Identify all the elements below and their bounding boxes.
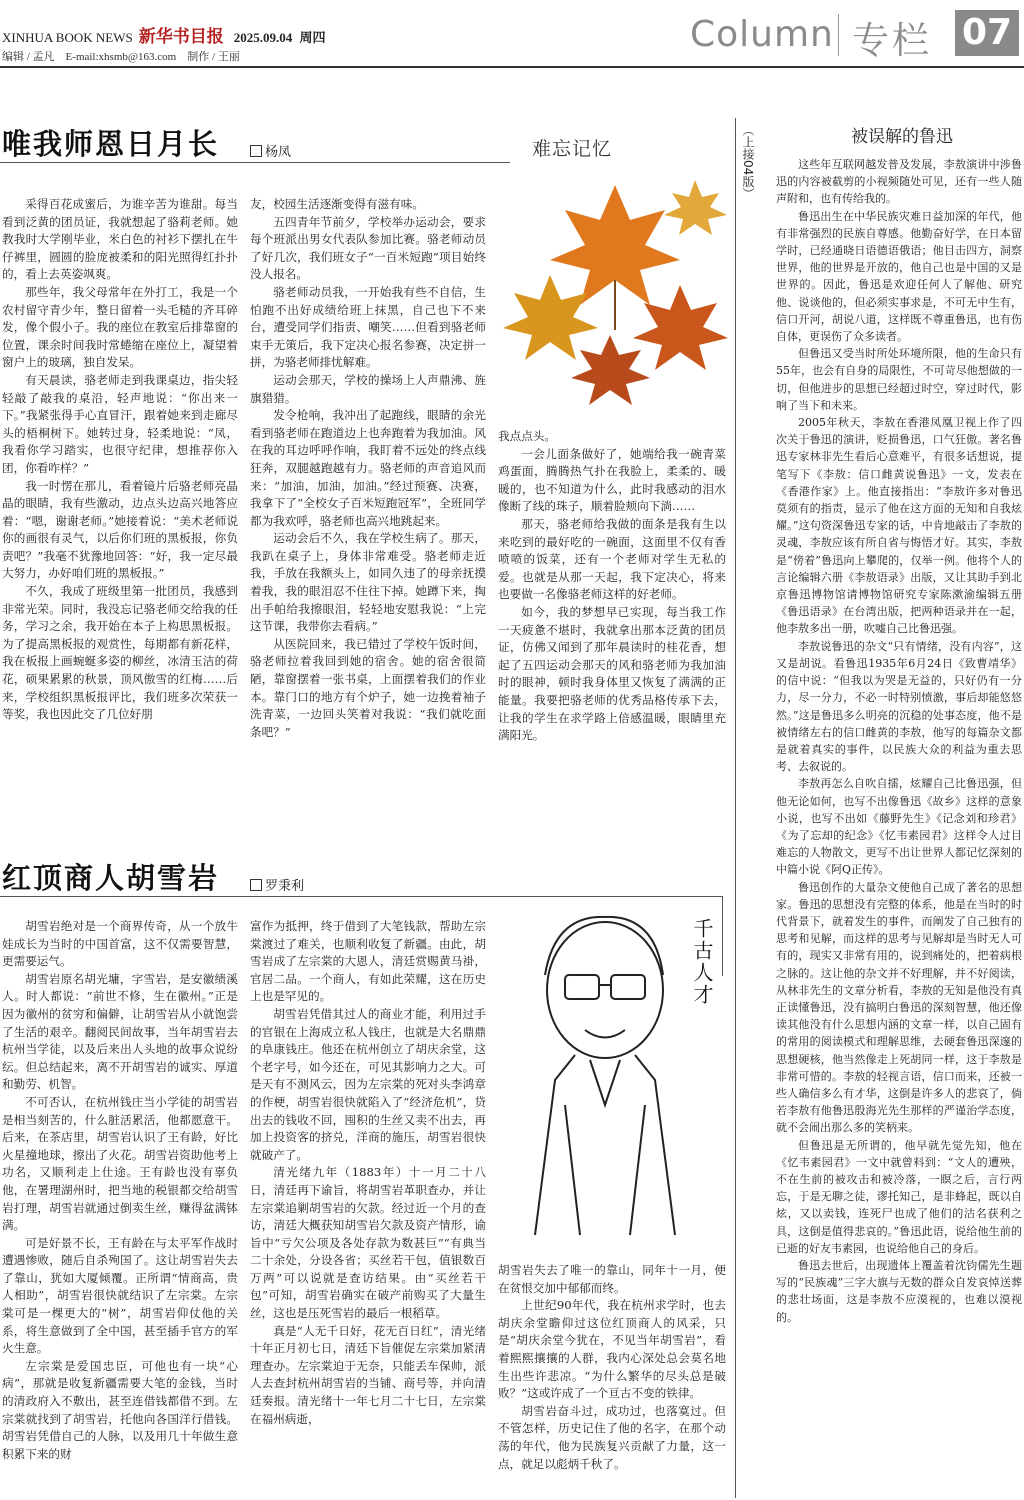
glasses-right bbox=[611, 975, 645, 999]
paragraph: 那天，骆老师给我做的面条是我有生以来吃到的最好吃的一碗面，这面里不仅有香喷喷的饭菜，还有一个老师对学生无私的爱。也就是从那一天起，我下定决心，将来也要做一名像骆老师这样的好老师。 bbox=[498, 516, 726, 602]
paragraph: 胡雪岩原名胡光墉，字雪岩，是安徽绩溪人。时人都说：“前世不修，生在徽州。”正是因为徽州的贫穷和偏僻，让胡雪岩从小就饱尝了生活的艰辛。翻阅民间故事，当年胡雪岩去杭州当学徒，以及后来出人头地的故事众说纷纭。但总结起来，离不开胡雪岩的诚实、厚道和勤劳、机智。 bbox=[2, 971, 238, 1092]
maple-leaf bbox=[503, 275, 598, 360]
maple-leaves-illustration bbox=[495, 165, 740, 420]
continued-note: （上接04版） bbox=[741, 124, 755, 200]
article2-author: 罗秉利 bbox=[250, 875, 304, 894]
paragraph: 从医院回来，我已错过了学校午饭时间，骆老师拉着我回到她的宿舍。她的宿舍很简陋，靠窗摆着一张书桌，上面摆着我们的作业本。靠门口的地方有个炉子，她一边挽着袖子洗青菜，一边回头笑着对我说：“我们就吃面条吧？” bbox=[250, 636, 486, 739]
paragraph: 胡雪岩奋斗过，成功过，也落寞过。但不管怎样，历史记住了他的名字，在那个动荡的年代，他为民族复兴贡献了力量，这一点，就足以彪炳千秋了。 bbox=[498, 1403, 726, 1471]
paragraph: 李敖再怎么自吹自擂，炫耀自己比鲁迅强，但他无论如何，也写不出像鲁迅《故乡》这样的意象小说，也写不出如《藤野先生》《记念刘和珍君》《为了忘却的纪念》《忆韦素园君》这样令人过目难忘的人物散文，更写不出让世界人都记忆深刻的中篇小说《阿Q正传》。 bbox=[776, 777, 1022, 877]
side-article-title: 被误解的鲁迅 bbox=[851, 127, 953, 147]
glasses-left bbox=[565, 975, 599, 999]
header-rule bbox=[0, 66, 1024, 68]
article1-author: 杨凤 bbox=[250, 141, 291, 160]
paragraph: 那些年，我父母常年在外打工，我是一个农村留守青少年，整日留着一头毛糙的齐耳碎发，像个假小子。我的座位在教室后排靠窗的位置，课余时间我时常蜷缩在座位上，凝望着窗户上的玻璃，独自发呆。 bbox=[2, 284, 238, 370]
side-column-rule bbox=[735, 118, 736, 1498]
article2-title-rule bbox=[0, 896, 722, 897]
article2-column-2 bbox=[250, 918, 486, 1490]
article1-column-3 bbox=[498, 428, 726, 836]
paragraph: 2005年秋天，李敖在香港凤凰卫视上作了四次关于鲁迅的演讲，贬损鲁迅，口气狂傲。著名鲁迅专家林非先生看后心意难平，有很多话想说，提笔写下《李敖：信口雌黄说鲁迅》一文，发表在《香港作家》上。他直接指出：“李敖许多对鲁迅莫须有的指责，显示了他在这方面的无知和自我炫耀。”这句资深鲁迅专家的话，中肯地敲击了李敖的灵魂，李敖应该有所自省与悔悟才好。其实，李敖是“傍着”鲁迅向上攀爬的，仅举一例。他将个人的言论编辑六册《李敖语录》出版，又让其助手到北京鲁迅博物馆请博物馆研究专家陈漱渝编辑五册《鲁迅语录》在台湾出版，把两种语录并在一起，他李敖多出一册，吹嘘自己比鲁迅强。 bbox=[776, 416, 1022, 636]
paragraph: 骆老师动员我，一开始我有些不自信，生怕跑不出好成绩给班上抹黑，自己也下不来台，遭受同学们指责、嘲笑……但看到骆老师束手无策后，我下定决心报名参赛，决定拼一拼，为骆老师排忧解难。 bbox=[250, 284, 486, 370]
paragraph: 一会儿面条做好了，她端给我一碗青菜鸡蛋面，腾腾热气扑在我脸上，柔柔的、暖暖的，也不知道为什么，此时我感动的泪水像断了线的珠子，顺着脸颊向下淌…… bbox=[498, 446, 726, 514]
paragraph: 李敖说鲁迅的杂文“只有情绪，没有内容”，这又是胡说。看鲁迅1935年6月24日《致曹靖华》的信中说：“但我以为哭是无益的，只好仍有一分力，尽一分力，不必一时特别愤激，事后却能悠悠然。”这是鲁迅多么明亮的沉稳的处事态度，他不是被情绪左右的信口雌黄的李敖，他写的每篇杂文都是就着真实的事件，以民族大众的利益为重去思考、去叙说的。 bbox=[776, 639, 1022, 774]
coat bbox=[535, 1055, 675, 1235]
paragraph: 胡雪岩凭借其过人的商业才能，利用过手的官银在上海成立私人钱庄，也就是大名鼎鼎的阜康钱庄。他还在杭州创立了胡庆余堂，这个老字号，如今还在，可见其影响力之大。可是天有不测风云，因为左宗棠的死对头李鸿章的作梗，胡雪岩很快就陷入了“经济危机”，贷出去的钱收不回，囤积的生丝又卖不出去，再加上投资客的挤兑，洋商的施压，胡雪岩很快就破产了。 bbox=[250, 1006, 486, 1162]
paragraph: 但鲁迅是无所谓的，他早就先觉先知，他在《忆韦素园君》一文中就曾料到：“文人的遭殃，不在生前的被攻击和被冷落，一瞑之后，言行两忘，于是无聊之徒，谬托知己，是非蜂起，既以自炫，又以卖钱，连死尸也成了他们的沽名获利之具，这倒是值得悲哀的。”鲁迅此语，说给他生前的已逝的好友韦素园，也说给他自己的身后。 bbox=[776, 1138, 1022, 1255]
article2-column-1 bbox=[2, 918, 238, 1490]
paragraph: 可是好景不长，王有龄在与太平军作战时遭遇惨败，随后自杀殉国了。这让胡雪岩失去了靠山，犹如大厦倾覆。正所谓“情商高，贵人相助”，胡雪岩很快就结识了左宗棠。左宗棠可是一棵更大的“树”，胡雪岩仰仗他的关系，将生意做到了全中国，甚至插手官方的军火生意。 bbox=[2, 1235, 238, 1356]
paragraph: 不可否认，在杭州钱庄当小学徒的胡雪岩是相当刻苦的，什么脏活累活，他都愿意干。后来，在茶店里，胡雪岩认识了王有龄，好比火星撞地球，擦出了火花。胡雪岩资助他考上功名，又顺利走上仕途。王有龄也没有辜负他，在署理湖州时，把当地的税银都交给胡雪岩打理，胡雪岩就通过倒卖生丝，赚得盆满钵满。 bbox=[2, 1094, 238, 1233]
masthead-en: XINHUA BOOK NEWS bbox=[2, 30, 133, 45]
paragraph: 富作为抵押，终于借到了大笔钱款，帮助左宗棠渡过了难关，也顺利收复了新疆。由此，胡雪岩成了左宗棠的大恩人，清廷赏赐黄马褂，官居二品。一个商人，有如此荣耀，这在历史上也是罕见的。 bbox=[250, 919, 486, 1004]
paragraph: 鲁迅出生在中华民族灾难日益加深的年代，他有非常强烈的民族自尊感。他勤奋好学，在日本留学时，已经通晓日语德语俄语；他目击四方，洞察世界，他的世界是开放的，他自己也是中国的又是世界的。因此，鲁迅是欢迎任何人了解他、研究他、说谈他的，但必须实事求是，不可无中生有，信口开河，胡说八道，这样既不尊重鲁迅，也有伤自体，更误伤了众多读者。 bbox=[776, 209, 1022, 344]
paragraph: 上世纪90年代，我在杭州求学时，也去胡庆余堂瞻仰过这位红顶商人的风采，只是“胡庆余堂今犹在，不见当年胡雪岩”，看着熙熙攘攘的人群，我内心深处总会莫名地生出些许悲凉。“为什么繁华的尽头总是破败？”这或许成了一个亘古不变的铁律。 bbox=[498, 1298, 726, 1401]
article1-title-rule bbox=[0, 162, 510, 163]
issue-date: 2025.09.04 bbox=[233, 30, 293, 45]
staff-line: 编辑 / 孟凡 E-mail:xhsmb@163.com 制作 / 王丽 bbox=[2, 51, 240, 63]
paragraph: 不久，我成了班级里第一批团员，我感到非常光荣。同时，我没忘记骆老师交给我的任务，学习之余，我开始在本子上构思黑板报。为了提高黑板报的观赏性，每期都有新花样，我在板报上画蜿蜒多姿的柳丝，冰清玉洁的荷花，硕果累累的秋景，顶风傲雪的红梅……后来，学校组织黑板报评比，我们班多次荣获一等奖，我也因此交了几位好朋 bbox=[2, 584, 238, 722]
page-number: 07 bbox=[955, 10, 1019, 56]
paragraph: 五四青年节前夕，学校举办运动会，要求每个班派出男女代表队参加比赛。骆老师动员了好几次，我们班女子“一百米短跑”项目始终没人报名。 bbox=[250, 214, 486, 282]
article1-title: 唯我师恩日月长 bbox=[2, 127, 220, 161]
paragraph: 发令枪响，我冲出了起跑线，眼睛的余光看到骆老师在跑道边上也奔跑着为我加油。风在我的耳边呼呼作响，我盯着不远处的终点线狂奔，双腿越跑越有力。骆老师的声音追风而来：“加油，加油，加油。”经过预赛、决赛，我拿下了“全校女子百米短跑冠军”，全班同学都为我欢呼，骆老师也高兴地跳起来。 bbox=[250, 408, 486, 528]
portrait-caricature bbox=[505, 905, 695, 1245]
article1-column-1 bbox=[2, 196, 238, 836]
paragraph: 采得百花成蜜后，为谁辛苦为谁甜。每当看到泛黄的团员证，我就想起了骆莉老师。她教我时大学刚毕业，米白色的衬衫下摆扎在牛仔裤里，圆圆的脸庞被柔和的阳光照得红扑扑的，看上去英姿飒爽。 bbox=[2, 197, 238, 282]
maple-leaf bbox=[664, 180, 727, 235]
paragraph: 我点点头。 bbox=[498, 429, 556, 443]
paragraph: 但鲁迅又受当时所处环境所限，他的生命只有55年，也会有自身的局限性，不可苛尽他想做的一切，但他进步的思想已经超过时空，穿过时代，影响了当下和未来。 bbox=[776, 347, 1022, 412]
paragraph: 胡雪岩失去了唯一的靠山，同年十一月，便在贫恨交加中郁郁而终。 bbox=[498, 1263, 726, 1295]
masthead-zh: 新华书目报 bbox=[138, 27, 224, 46]
header-separator bbox=[838, 14, 839, 56]
paragraph: 我一时愣在那儿，看着镜片后骆老师亮晶晶的眼睛，我有些激动，边点头边高兴地答应着：“嗯，谢谢老师。”她接着说：“美术老师说你的画很有灵气，以后你们班的黑板报，你负责吧？”我毫不犹豫地回答：“好，我一定尽最大努力，办好咱们班的黑板报。” bbox=[2, 478, 238, 581]
article2-side-rule bbox=[722, 896, 723, 976]
paragraph: 胡雪岩绝对是一个商界传奇，从一个放牛娃成长为当时的中国首富，这不仅需要智慧，更需要运气。 bbox=[2, 919, 238, 969]
paragraph: 左宗棠是爱国忠臣，可他也有一块“心病”，那就是收复新疆需要大笔的金钱，当时的清政府入不敷出，甚至连借钱都借不到。左宗棠就找到了胡雪岩，托他向各国洋行借钱。胡雪岩凭借自己的人脉，以及用几十年做生意积累下来的财 bbox=[2, 1358, 238, 1461]
paragraph: 真是“人无千日好，花无百日红”，清光绪十年正月初七日，清廷下旨催促左宗棠加紧清理查办。左宗棠迫于无奈，只能丢车保帅，派人去查封杭州胡雪岩的当铺、商号等，并向清廷奏报。清光绪十一年七月二十七日，左宗棠在福州病逝， bbox=[250, 1323, 486, 1426]
paragraph: 如今，我的梦想早已实现，每当我工作一天疲惫不堪时，我就拿出那本泛黄的团员证，仿佛又闻到了那年晨读时的桂花香，想起了五四运动会那天的风和骆老师为我加油时的眼神，顿时我身体里又恢复了满满的正能量。我要把骆老师的优秀品格传承下去，让我的学生在求学路上倍感温暖，眼睛里充满阳光。 bbox=[498, 604, 726, 743]
tie bbox=[590, 1060, 620, 1105]
paragraph: 鲁迅去世后，出现遗体上覆盖着沈钧儒先生题写的“民族魂”三字大旗与无数的群众自发哀悼送葬的悲壮场面，这是李敖不应漠视的，也难以漠视的。 bbox=[776, 1259, 1022, 1324]
paragraph: 鲁迅创作的大量杂文使他自己成了著名的思想家。鲁迅的思想没有完整的体系，他是在当时的时代背景下，就着发生的事件，而阐发了自己独有的思考和见解，而这样的思考与见解却是当时无人可有的，现实又非常有用的，说到痛处的，把着病根之脉的。这让他的杂文并不好理解，并不好阅读，从林非先生的文章分析看，李敖的无知是他没有真正读懂鲁迅，没有搞明白鲁迅的深刻智慧，他还像读其他没有什么思想内涵的文章一样，以自己固有的常用的阅读模式和理解思维，去硬套鲁迅深邃的思想硬核，他当然像走上死胡同一样，这于李敖是非常可惜的。李敖的轻视言语，信口而来，还被一些人确信多么有才华，这倒是许多人的悲哀了，倘若李敖有他鲁迅殷海光先生那样的严谨治学态度，就不会闹出那么多的笑柄来。 bbox=[776, 880, 1022, 1135]
article2-title: 红顶商人胡雪岩 bbox=[2, 861, 220, 895]
article2-tag: 千古人才 bbox=[690, 918, 714, 1006]
paragraph: 这些年互联网越发普及发展，李敖演讲中涉鲁迅的内容被截剪的小视频随处可见，还有一些人随声附和，也有传给我的。 bbox=[776, 158, 1022, 206]
hair bbox=[545, 917, 663, 975]
paragraph: 清光绪九年（1883年）十一月二十八日，清廷再下谕旨，将胡雪岩革职查办，并让左宗棠追剿胡雪岩的欠款。经过近一个月的查访，清廷大概获知胡雪岩欠款及资产情形，谕旨中“亏欠公项及各处存款为数甚巨”“有典当二十余处，分设各省；买丝若干包，值银数百万两”可以说就是查访结果。由“买丝若干包”可知，胡雪岩确实在破产前购买了大量生丝，这也是压死雪岩的最后一根稻草。 bbox=[250, 1165, 486, 1321]
smile bbox=[585, 1030, 625, 1038]
paragraph: 运动会那天，学校的操场上人声鼎沸、旌旗猎猎。 bbox=[250, 372, 486, 405]
side-article-body bbox=[776, 156, 1022, 1492]
paragraph: 友，校园生活逐渐变得有滋有味。 bbox=[250, 197, 424, 211]
article2-column-3 bbox=[498, 1262, 726, 1490]
masthead bbox=[2, 22, 325, 47]
article1-tag: 难忘记忆 bbox=[532, 138, 613, 160]
article1-column-2 bbox=[250, 196, 486, 836]
maple-leaf bbox=[571, 335, 650, 405]
column-en: Column bbox=[690, 14, 834, 55]
paragraph: 有天晨读，骆老师走到我课桌边，指尖轻轻敲了敲我的桌沿，轻声地说：“你出来一下。”我紧张得手心直冒汗，跟着她来到走廊尽头的梧桐树下。她转过身，轻柔地说：“凤，我看你学习踏实，也很守纪律，想推荐你入团，你看咋样？” bbox=[2, 372, 238, 475]
issue-weekday: 周四 bbox=[299, 30, 326, 45]
paragraph: 运动会后不久，我在学校生病了。那天，我趴在桌子上，身体非常难受。骆老师走近我，手放在我额头上，如同久违了的母亲抚摸着我，我的眼泪忍不住往下掉。她蹲下来，掏出手帕给我擦眼泪，轻轻地安慰我说：“上完这节课，我带你去看病。” bbox=[250, 531, 486, 634]
column-zh: 专栏 bbox=[852, 19, 932, 62]
